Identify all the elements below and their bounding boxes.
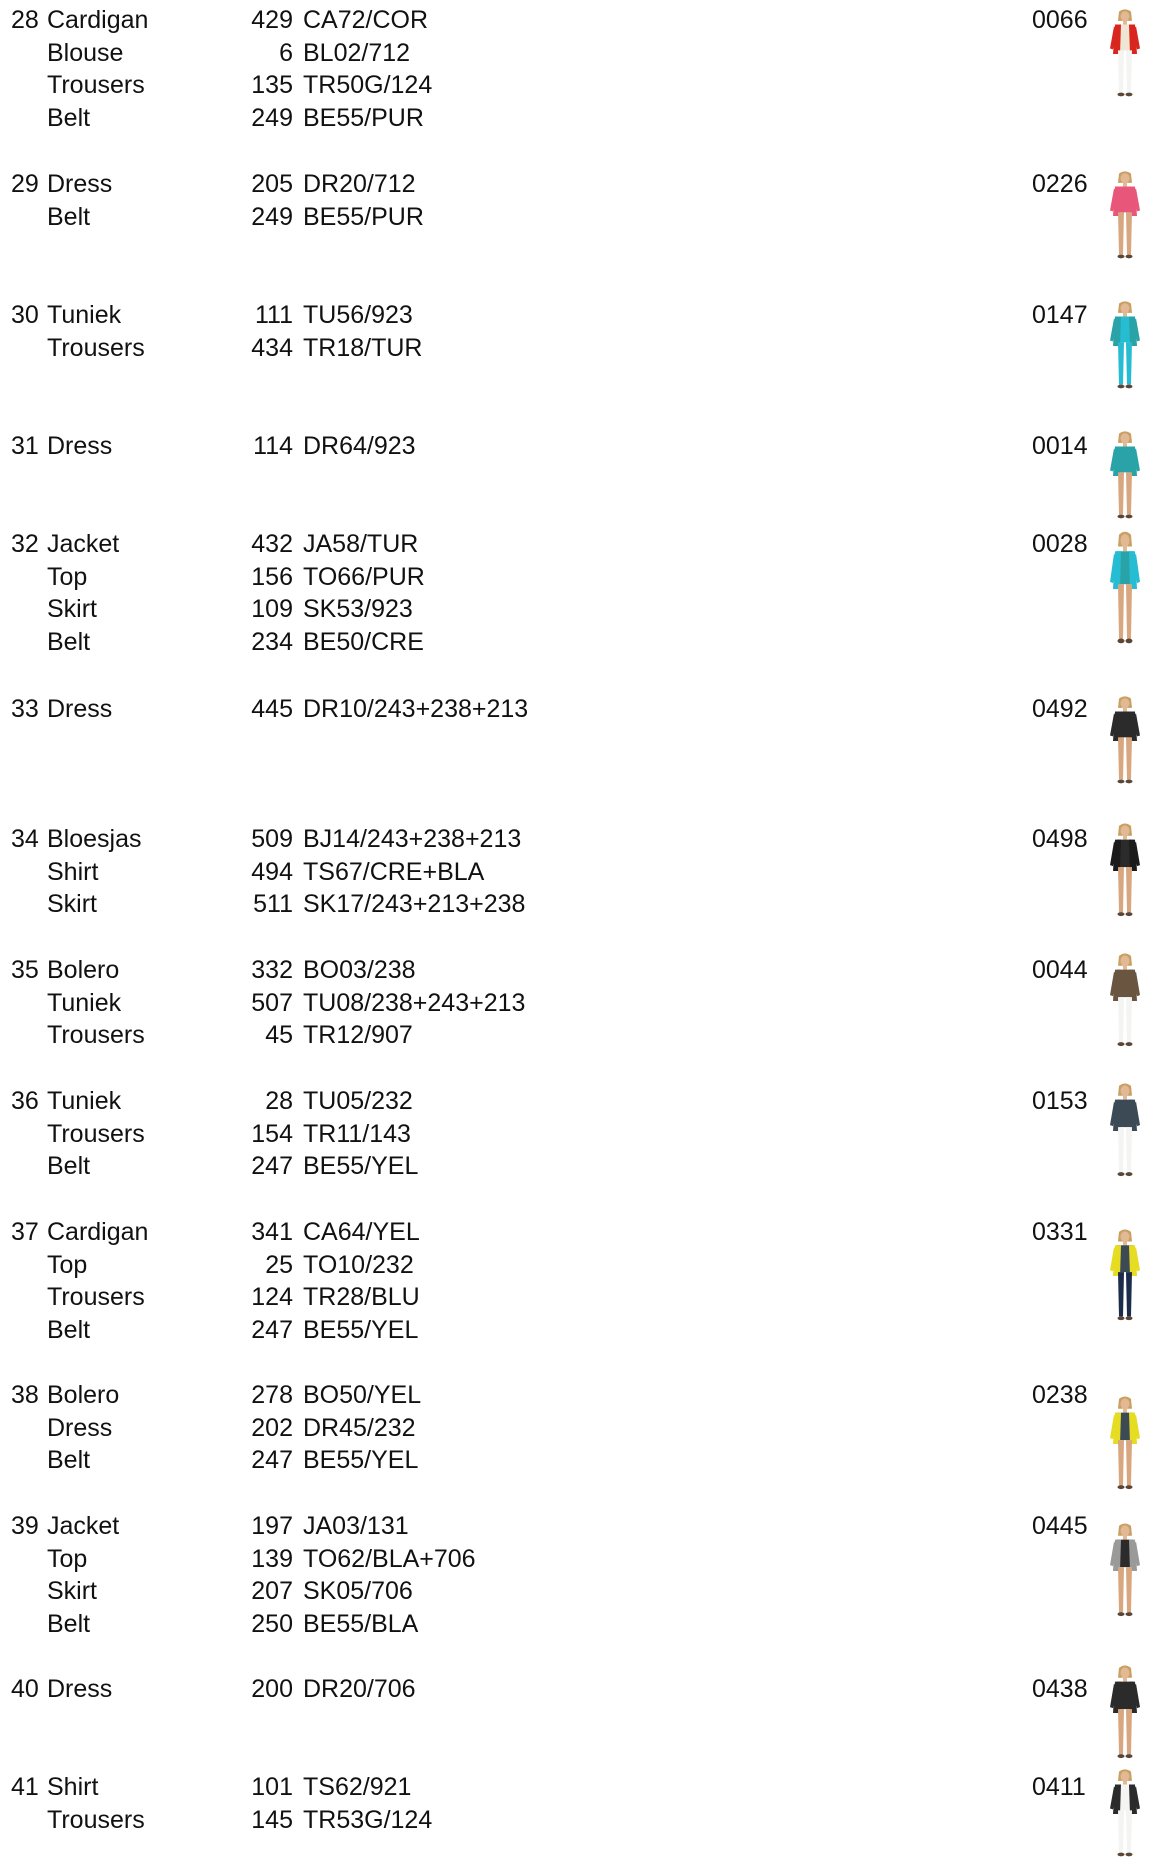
model-shoe-left bbox=[1118, 1172, 1125, 1176]
garment-name: Bolero bbox=[47, 1381, 120, 1409]
model-shoe-right bbox=[1126, 1485, 1133, 1489]
model-leg-left bbox=[1118, 1709, 1124, 1754]
article-quantity: 111 bbox=[254, 301, 293, 329]
article-code: TR53G/124 bbox=[303, 1805, 433, 1834]
model-leg-left bbox=[1118, 584, 1124, 638]
article-code: TR50G/124 bbox=[303, 71, 433, 99]
look-code: 0411 bbox=[1032, 1773, 1086, 1801]
garment-row bbox=[0, 299, 1152, 331]
look-code: 0147 bbox=[1032, 301, 1088, 329]
outfit-photo bbox=[1105, 952, 1145, 1050]
model-shoe-left bbox=[1118, 1853, 1125, 1857]
article-code: BL02/712 bbox=[303, 38, 411, 67]
model-shoe-left bbox=[1118, 1042, 1125, 1046]
model-leg-left bbox=[1118, 1810, 1124, 1852]
garment-row bbox=[0, 1444, 1152, 1476]
article-code: BO03/238 bbox=[303, 956, 416, 984]
garment-row bbox=[0, 888, 1152, 920]
garment-row bbox=[0, 1673, 1152, 1705]
garment-name: Bolero bbox=[47, 956, 120, 984]
article-quantity: 200 bbox=[251, 1675, 293, 1703]
garment-name: Trousers bbox=[47, 1283, 145, 1311]
garment-row bbox=[0, 1608, 1152, 1640]
model-shoe-left bbox=[1118, 1485, 1125, 1489]
look-number: 29 bbox=[11, 170, 39, 198]
garment-name: Shirt bbox=[47, 1773, 99, 1801]
model-leg-left bbox=[1118, 1272, 1124, 1316]
model-leg-right bbox=[1126, 1127, 1132, 1172]
article-quantity: 114 bbox=[253, 432, 293, 460]
garment-name: Skirt bbox=[47, 595, 97, 623]
look-code: 0066 bbox=[1032, 6, 1088, 34]
model-head bbox=[1121, 825, 1130, 836]
article-code: SK17/243+213+238 bbox=[303, 890, 526, 918]
look-number: 28 bbox=[11, 6, 39, 34]
garment-row bbox=[0, 1379, 1152, 1411]
article-quantity: 45 bbox=[265, 1021, 293, 1049]
look-code: 0498 bbox=[1032, 825, 1088, 853]
look-code: 0238 bbox=[1032, 1381, 1088, 1409]
look-number: 32 bbox=[11, 530, 39, 558]
model-shoe-left bbox=[1118, 93, 1125, 97]
article-code: TU08/238+243+213 bbox=[303, 988, 526, 1017]
model-head bbox=[1121, 1231, 1130, 1242]
outfit-photo bbox=[1105, 170, 1145, 262]
look-number: 40 bbox=[11, 1675, 39, 1703]
model-shoe-left bbox=[1118, 515, 1125, 519]
model-neck bbox=[1123, 1096, 1127, 1100]
model-leg-right bbox=[1126, 1440, 1132, 1485]
model-neck bbox=[1123, 1536, 1127, 1540]
article-quantity: 434 bbox=[251, 333, 293, 362]
model-shoe-right bbox=[1126, 1754, 1133, 1758]
garment-name: Trousers bbox=[47, 1805, 145, 1834]
model-leg-left bbox=[1118, 737, 1124, 779]
garment-row bbox=[0, 1412, 1152, 1444]
article-quantity: 249 bbox=[251, 202, 293, 231]
model-neck bbox=[1123, 21, 1127, 25]
garment-name: Skirt bbox=[47, 890, 97, 918]
garment-name: Cardigan bbox=[47, 1218, 149, 1246]
model-shoe-right bbox=[1126, 515, 1133, 519]
model-shoe-left bbox=[1118, 1316, 1125, 1320]
garment-name: Tuniek bbox=[47, 988, 122, 1017]
model-shoe-right bbox=[1126, 912, 1133, 916]
article-quantity: 207 bbox=[251, 1577, 293, 1605]
garment-name: Top bbox=[47, 1250, 88, 1279]
garment-row bbox=[0, 823, 1152, 855]
outfit-photo bbox=[1105, 822, 1145, 920]
article-quantity: 278 bbox=[251, 1381, 293, 1409]
model-shoe-left bbox=[1118, 1754, 1125, 1758]
model-leg-right bbox=[1126, 737, 1132, 779]
outfit-photo bbox=[1105, 1082, 1145, 1180]
article-quantity: 135 bbox=[251, 71, 293, 99]
garment-name: Belt bbox=[47, 1152, 91, 1180]
garment-name: Dress bbox=[47, 432, 113, 460]
look-code: 0226 bbox=[1032, 170, 1088, 198]
model-leg-right bbox=[1126, 472, 1132, 514]
model-head bbox=[1121, 173, 1130, 183]
model-leg-right bbox=[1126, 342, 1132, 384]
article-quantity: 341 bbox=[251, 1218, 293, 1246]
outfit-photo bbox=[1105, 695, 1145, 787]
article-code: JA58/TUR bbox=[303, 530, 419, 558]
garment-name: Belt bbox=[47, 1446, 91, 1474]
garment-name: Skirt bbox=[47, 1577, 97, 1605]
article-quantity: 124 bbox=[251, 1283, 293, 1311]
article-quantity: 25 bbox=[265, 1250, 293, 1279]
look-number: 41 bbox=[11, 1773, 39, 1801]
model-shoe-right bbox=[1126, 255, 1133, 259]
article-quantity: 494 bbox=[251, 857, 293, 886]
article-quantity: 139 bbox=[251, 1544, 293, 1573]
article-code: TU56/923 bbox=[303, 301, 413, 329]
article-quantity: 156 bbox=[251, 562, 293, 591]
look-code: 0153 bbox=[1032, 1087, 1088, 1115]
article-code: TO62/BLA+706 bbox=[303, 1544, 476, 1573]
article-quantity: 247 bbox=[251, 1315, 293, 1344]
article-code: BE55/PUR bbox=[303, 103, 424, 132]
outfit-photo bbox=[1105, 1228, 1145, 1324]
article-code: DR64/923 bbox=[303, 432, 416, 460]
model-neck bbox=[1123, 966, 1127, 970]
garment-name: Tuniek bbox=[47, 301, 122, 329]
model-shoe-right bbox=[1126, 639, 1133, 644]
look-number: 39 bbox=[11, 1512, 39, 1540]
article-code: TS67/CRE+BLA bbox=[303, 857, 485, 886]
model-shoe-left bbox=[1118, 912, 1125, 916]
garment-name: Top bbox=[47, 562, 88, 591]
model-shoe-right bbox=[1126, 780, 1133, 784]
article-quantity: 429 bbox=[251, 6, 293, 34]
article-code: BJ14/243+238+213 bbox=[303, 825, 522, 853]
article-code: BE55/YEL bbox=[303, 1446, 419, 1474]
model-head bbox=[1121, 1525, 1130, 1536]
garment-name: Belt bbox=[47, 202, 91, 231]
garment-row bbox=[0, 332, 1152, 364]
model-head bbox=[1121, 1771, 1130, 1781]
garment-row bbox=[0, 4, 1152, 36]
model-head bbox=[1121, 1085, 1130, 1096]
garment-row bbox=[0, 1150, 1152, 1182]
garment-name: Jacket bbox=[47, 530, 120, 558]
garment-name: Jacket bbox=[47, 1512, 120, 1540]
article-quantity: 154 bbox=[251, 1119, 293, 1148]
model-neck bbox=[1123, 547, 1127, 552]
article-code: TU05/232 bbox=[303, 1087, 413, 1115]
article-code: SK53/923 bbox=[303, 595, 413, 623]
article-code: TR12/907 bbox=[303, 1021, 413, 1049]
model-leg-left bbox=[1118, 1567, 1124, 1612]
look-code: 0044 bbox=[1032, 956, 1088, 984]
model-leg-left bbox=[1118, 472, 1124, 514]
model-head bbox=[1121, 1667, 1130, 1678]
article-quantity: 445 bbox=[251, 695, 293, 723]
garment-name: Dress bbox=[47, 1413, 113, 1442]
outfit-photo bbox=[1105, 300, 1145, 392]
article-quantity: 145 bbox=[251, 1805, 293, 1834]
outfit-photo bbox=[1105, 1522, 1145, 1620]
look-number: 34 bbox=[11, 825, 39, 853]
look-number: 38 bbox=[11, 1381, 39, 1409]
article-quantity: 509 bbox=[251, 825, 293, 853]
model-neck bbox=[1123, 183, 1127, 187]
article-code: TO10/232 bbox=[303, 1250, 414, 1279]
model-shoe-right bbox=[1126, 385, 1133, 389]
outfit-photo bbox=[1105, 1768, 1145, 1860]
garment-name: Belt bbox=[47, 1609, 91, 1638]
model-head bbox=[1121, 11, 1130, 21]
garment-row bbox=[0, 593, 1152, 625]
garment-name: Belt bbox=[47, 103, 91, 132]
look-code: 0438 bbox=[1032, 1675, 1088, 1703]
garment-row bbox=[0, 201, 1152, 233]
article-code: BE55/YEL bbox=[303, 1152, 419, 1180]
article-quantity: 234 bbox=[251, 627, 293, 656]
model-neck bbox=[1123, 1409, 1127, 1413]
model-leg-left bbox=[1118, 1127, 1124, 1172]
article-code: TR28/BLU bbox=[303, 1283, 420, 1311]
garment-row bbox=[0, 1216, 1152, 1248]
model-shoe-right bbox=[1126, 1853, 1133, 1857]
article-quantity: 249 bbox=[251, 103, 293, 132]
model-neck bbox=[1123, 836, 1127, 840]
article-code: DR20/712 bbox=[303, 170, 416, 198]
article-quantity: 205 bbox=[251, 170, 293, 198]
garment-row bbox=[0, 1804, 1152, 1836]
look-number: 35 bbox=[11, 956, 39, 984]
model-neck bbox=[1123, 313, 1127, 317]
article-quantity: 247 bbox=[251, 1152, 293, 1180]
article-code: JA03/131 bbox=[303, 1512, 409, 1540]
garment-row bbox=[0, 37, 1152, 69]
garment-name: Trousers bbox=[47, 333, 145, 362]
model-leg-left bbox=[1118, 1440, 1124, 1485]
model-leg-left bbox=[1118, 212, 1124, 254]
look-number: 36 bbox=[11, 1087, 39, 1115]
garment-row bbox=[0, 1085, 1152, 1117]
article-quantity: 511 bbox=[253, 890, 293, 918]
garment-row bbox=[0, 69, 1152, 101]
article-quantity: 247 bbox=[251, 1446, 293, 1474]
garment-name: Trousers bbox=[47, 1119, 145, 1148]
article-quantity: 332 bbox=[251, 956, 293, 984]
model-shoe-right bbox=[1126, 93, 1133, 97]
model-shoe-right bbox=[1126, 1612, 1133, 1616]
garment-row bbox=[0, 954, 1152, 986]
garment-row bbox=[0, 1543, 1152, 1575]
article-code: SK05/706 bbox=[303, 1577, 413, 1605]
model-head bbox=[1121, 1398, 1130, 1409]
model-head bbox=[1121, 303, 1130, 313]
look-code: 0014 bbox=[1032, 432, 1088, 460]
model-leg-left bbox=[1118, 342, 1124, 384]
model-neck bbox=[1123, 1781, 1127, 1785]
garment-row bbox=[0, 168, 1152, 200]
outfit-photo bbox=[1105, 8, 1145, 100]
garment-row bbox=[0, 528, 1152, 560]
look-code: 0028 bbox=[1032, 530, 1088, 558]
article-code: BE55/PUR bbox=[303, 202, 424, 231]
garment-name: Dress bbox=[47, 170, 113, 198]
article-code: TS62/921 bbox=[303, 1773, 412, 1801]
model-head bbox=[1121, 698, 1130, 708]
garment-row bbox=[0, 626, 1152, 658]
article-quantity: 197 bbox=[251, 1512, 293, 1540]
model-leg-right bbox=[1126, 212, 1132, 254]
model-shoe-left bbox=[1118, 385, 1125, 389]
model-shoe-right bbox=[1126, 1316, 1133, 1320]
model-leg-right bbox=[1126, 867, 1132, 912]
model-leg-right bbox=[1126, 997, 1132, 1042]
outfit-photo bbox=[1105, 1664, 1145, 1762]
article-quantity: 202 bbox=[251, 1413, 293, 1442]
garment-row bbox=[0, 856, 1152, 888]
model-leg-left bbox=[1118, 997, 1124, 1042]
model-leg-left bbox=[1118, 867, 1124, 912]
model-head bbox=[1121, 955, 1130, 966]
look-code: 0492 bbox=[1032, 695, 1088, 723]
model-leg-right bbox=[1126, 1272, 1132, 1316]
model-head bbox=[1121, 433, 1130, 443]
model-leg-right bbox=[1126, 1810, 1132, 1852]
model-shoe-left bbox=[1118, 1612, 1125, 1616]
garment-name: Bloesjas bbox=[47, 825, 142, 853]
model-shoe-left bbox=[1118, 255, 1125, 259]
model-leg-right bbox=[1126, 50, 1132, 92]
garment-row bbox=[0, 102, 1152, 134]
article-quantity: 109 bbox=[251, 595, 293, 623]
garment-name: Trousers bbox=[47, 71, 145, 99]
garment-name: Tuniek bbox=[47, 1087, 122, 1115]
article-quantity: 250 bbox=[251, 1609, 293, 1638]
garment-row bbox=[0, 430, 1152, 462]
article-quantity: 101 bbox=[251, 1773, 293, 1801]
garment-name: Trousers bbox=[47, 1021, 145, 1049]
look-number: 37 bbox=[11, 1218, 39, 1246]
model-leg-right bbox=[1126, 1709, 1132, 1754]
look-number: 33 bbox=[11, 695, 39, 723]
garment-name: Cardigan bbox=[47, 6, 149, 34]
look-code: 0331 bbox=[1032, 1218, 1088, 1246]
article-quantity: 6 bbox=[279, 38, 293, 67]
garment-row bbox=[0, 1510, 1152, 1542]
model-head bbox=[1121, 534, 1130, 547]
model-neck bbox=[1123, 1678, 1127, 1682]
article-code: BE55/BLA bbox=[303, 1609, 419, 1638]
outfit-photo bbox=[1105, 1395, 1145, 1493]
article-code: TR11/143 bbox=[303, 1119, 411, 1148]
garment-row bbox=[0, 561, 1152, 593]
garment-name: Shirt bbox=[47, 857, 99, 886]
garment-name: Belt bbox=[47, 1315, 91, 1344]
model-shoe-left bbox=[1118, 780, 1125, 784]
model-leg-left bbox=[1118, 50, 1124, 92]
garment-name: Dress bbox=[47, 1675, 113, 1703]
garment-row bbox=[0, 1314, 1152, 1346]
article-code: BE50/CRE bbox=[303, 627, 424, 656]
garment-row bbox=[0, 1575, 1152, 1607]
model-shoe-left bbox=[1118, 639, 1125, 644]
article-quantity: 28 bbox=[265, 1087, 293, 1115]
garment-name: Top bbox=[47, 1544, 88, 1573]
garment-row bbox=[0, 1771, 1152, 1803]
garment-row bbox=[0, 1249, 1152, 1281]
model-neck bbox=[1123, 1241, 1127, 1245]
model-leg-right bbox=[1126, 584, 1132, 638]
outfit-photo bbox=[1105, 530, 1145, 648]
article-quantity: 507 bbox=[251, 988, 293, 1017]
article-code: CA64/YEL bbox=[303, 1218, 420, 1246]
look-number: 31 bbox=[11, 432, 39, 460]
model-leg-right bbox=[1126, 1567, 1132, 1612]
article-code: TO66/PUR bbox=[303, 562, 425, 591]
article-code: DR10/243+238+213 bbox=[303, 695, 529, 723]
article-quantity: 432 bbox=[251, 530, 293, 558]
article-code: BE55/YEL bbox=[303, 1315, 419, 1344]
model-shoe-right bbox=[1126, 1172, 1133, 1176]
model-neck bbox=[1123, 708, 1127, 712]
model-shoe-right bbox=[1126, 1042, 1133, 1046]
outfit-photo bbox=[1105, 430, 1145, 522]
garment-name: Blouse bbox=[47, 38, 124, 67]
article-code: BO50/YEL bbox=[303, 1381, 422, 1409]
article-code: TR18/TUR bbox=[303, 333, 423, 362]
model-neck bbox=[1123, 443, 1127, 447]
look-number: 30 bbox=[11, 301, 39, 329]
garment-row bbox=[0, 1118, 1152, 1150]
look-code: 0445 bbox=[1032, 1512, 1088, 1540]
article-code: DR45/232 bbox=[303, 1413, 416, 1442]
garment-name: Belt bbox=[47, 627, 91, 656]
garment-name: Dress bbox=[47, 695, 113, 723]
garment-row bbox=[0, 1019, 1152, 1051]
garment-row bbox=[0, 1281, 1152, 1313]
garment-row bbox=[0, 693, 1152, 725]
garment-row bbox=[0, 987, 1152, 1019]
article-code: CA72/COR bbox=[303, 6, 429, 34]
article-code: DR20/706 bbox=[303, 1675, 416, 1703]
